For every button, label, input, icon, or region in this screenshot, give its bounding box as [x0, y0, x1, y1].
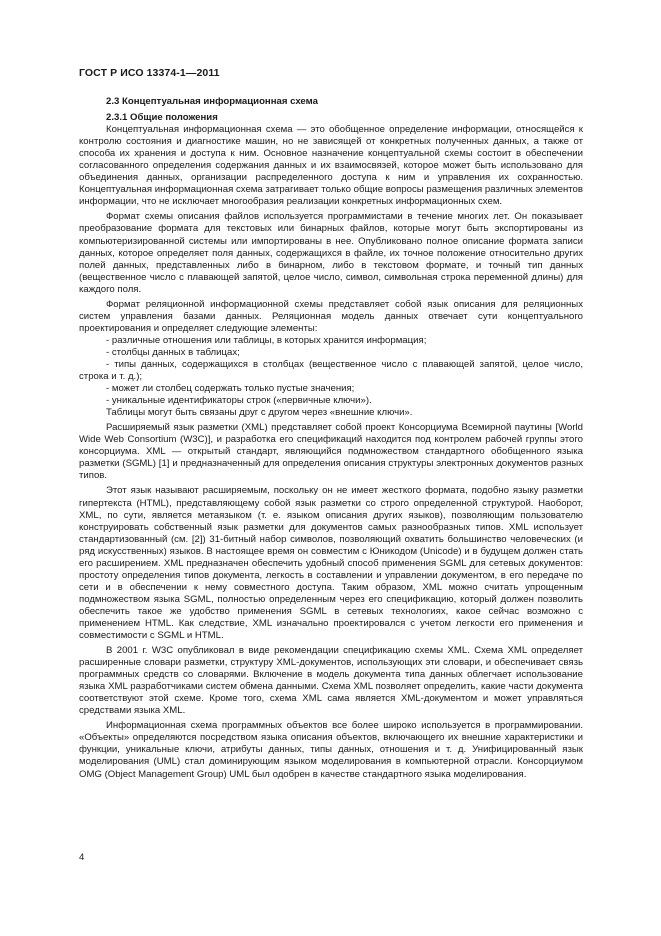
page-number: 4: [79, 852, 85, 863]
paragraph-object-schema: Информационная схема программных объектов все более широко используется в программировании. «Объекты» определяются посредством языка описания объектов, включающего их внешние характеристики и функции, уникальные ключи, атрибуты данных, типы данных, отношения и т. д. Унифицированный язык моделирования (UML) стал доминирующим языком моделирования в компьютерной отрасли. Консорциумом OMG (Object Management Group) UML был одобрен в качестве стандартного языка моделирования.: [79, 720, 583, 780]
section-title: 2.3 Концептуальная информационная схема: [106, 96, 318, 107]
paragraph-file-format: Формат схемы описания файлов используется программистами в течение многих лет. Он показывает преобразование формата для текстовых или бинарных файлов, которые могут быть экспортированы из компьютеризированной системы или импортированы в нее. Опубликовано полное описание формата записи данных, которое определяет поля данных, содержащихся в файле, их точное положение относительно других полей данных, представленных либо в бинарном, либо в текстовом формате, и точный тип данных (вещественное число с плавающей запятой, целое число, символ, символьная строка переменной длины) для каждого поля.: [79, 211, 583, 295]
list-item: - уникальные идентификаторы строк («первичные ключи»).: [106, 395, 372, 407]
paragraph-xml-schema: В 2001 г. W3C опубликовал в виде рекомендации спецификацию схемы XML. Схема XML определяет расширенные словари разметки, структуру XML-документов, использующих эти словари, и обеспечивает связь программных средств со словарями. Включение в модель документа типа данных облегчает использование языка XML разработчиками систем обмена данными. Схема XML позволяет определить, какие части документа соответствуют этой схеме. Кроме того, схема XML сама является XML-документом и может управляться средствами языка XML.: [79, 645, 583, 717]
subsection-title: 2.3.1 Общие положения: [106, 112, 218, 124]
paragraph-xml-extensible: Этот язык называют расширяемым, поскольку он не имеет жесткого формата, подобно языку разметки гипертекста (HTML), представляющему собой язык разметки со строго определенной структурой. Наоборот, XML, по сути, является метаязыком (т. е. языком описания других языков), позволяющим пользователю конструировать собственный язык разметки для документов самых разнообразных типов. XML использует стандартизованный (см. [2]) 31-битный набор символов, позволяющий охватить большинство человеческих (и ряд искусственных) языков. В настоящее время он совместим с Юникодом (Unicode) и в будущем должен стать его расширением. XML предназначен обеспечить удобный способ применения SGML для сетевых документов: простоту определения типов документа, легкость в составлении и управлении документом, в его передаче по сети и в обеспечении к нему совместного доступа. Таким образом, XML можно считать упрощенным подмножеством языка SGML, полностью определенным через его спецификацию, который должен позволить обеспечить такое же удобство применения SGML в сетевых технологиях, какое сейчас возможно с применением HTML. Как следствие, XML изначально проектировался с учетом легкости его применения и совместимости с SGML и HTML.: [79, 485, 583, 642]
document-body: [79, 96, 583, 784]
paragraph-relational-schema: Формат реляционной информационной схемы представляет собой язык описания для реляционных систем управления базами данных. Реляционная модель данных отвечает сути концептуального проектирования и определяет следующие элементы:: [79, 298, 583, 334]
paragraph-foreign-keys: Таблицы могут быть связаны друг с другом через «внешние ключи».: [106, 407, 413, 419]
document-header: ГОСТ Р ИСО 13374-1—2011: [79, 67, 220, 79]
list-item: - различные отношения или таблицы, в которых хранится информация;: [106, 334, 427, 346]
list-item: - столбцы данных в таблицах;: [106, 346, 240, 358]
paragraph-xml-intro: Расширяемый язык разметки (XML) представляет собой проект Консорциума Всемирной паутины [World Wide Web Consortium (W3C)], и разработка его спецификаций находится под контролем рабочей группы этого консорциума. XML — открытый стандарт, являющийся подмножеством стандартного обобщенного языка разметки (SGML) [1] и предназначенный для определения описания структуры электронных документов разных типов.: [79, 422, 583, 482]
list-item: - может ли столбец содержать только пустые значения;: [106, 383, 355, 395]
list-item: - типы данных, содержащихся в столбцах (вещественное число с плавающей запятой, целое число, строка и т. д.);: [79, 358, 583, 383]
paragraph-conceptual-schema: Концептуальная информационная схема — это обобщенное определение информации, относящейся к контролю состояния и диагностике машин, но не зависящей от конкретных полученных данных, а также от способа их хранения и доступа к ним. Основное назначение концептуальной схемы состоит в обеспечении согласованного определения содержания данных и их взаимосвязей, которое может быть использовано для объединения данных, организации распределенного доступа к ним и управления их сохранностью. Концептуальная информационная схема затрагивает только общие вопросы размещения различных элементов информации, что не исключает многообразия реализации конкретных информационных схем.: [79, 124, 583, 208]
